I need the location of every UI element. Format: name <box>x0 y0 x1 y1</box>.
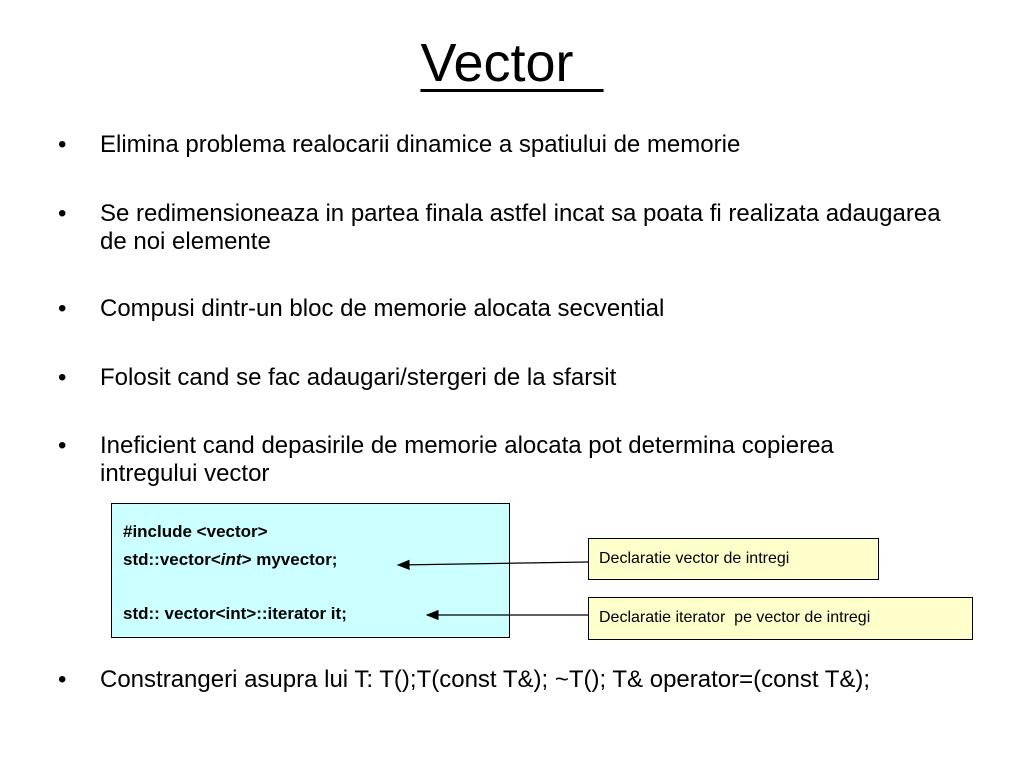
code-box <box>111 503 510 638</box>
code-type-int: int <box>220 550 242 569</box>
bullet-item: • Se redimensioneaza in partea finala astfel incat sa poata fi realizata adaugarea de noi elemente <box>100 200 970 256</box>
annotation-iterator-decl: Declaratie iterator pe vector de intregi <box>588 597 973 640</box>
bullet-item: • Elimina problema realocarii dinamice a spatiului de memorie <box>100 131 740 159</box>
code-line-iterator-decl: std:: vector<int>::iterator it; <box>123 604 347 623</box>
bullet-item: • Constrangeri asupra lui T: T();T(const T&); ~T(); T& operator=(const T&); <box>100 664 980 696</box>
code-line-include: #include <vector> <box>123 522 268 541</box>
code-line-vector-decl: std::vector<int> myvector; <box>123 550 338 569</box>
bullet-item: • Ineficient cand depasirile de memorie alocata pot determina copierea intregului vector <box>100 432 880 488</box>
bullet-item: • Folosit cand se fac adaugari/stergeri de la sfarsit <box>100 364 616 392</box>
slide-title: Vector <box>420 33 604 93</box>
bullet-item: • Compusi dintr-un bloc de memorie alocata secvential <box>100 295 664 323</box>
annotation-vector-decl: Declaratie vector de intregi <box>588 538 879 580</box>
